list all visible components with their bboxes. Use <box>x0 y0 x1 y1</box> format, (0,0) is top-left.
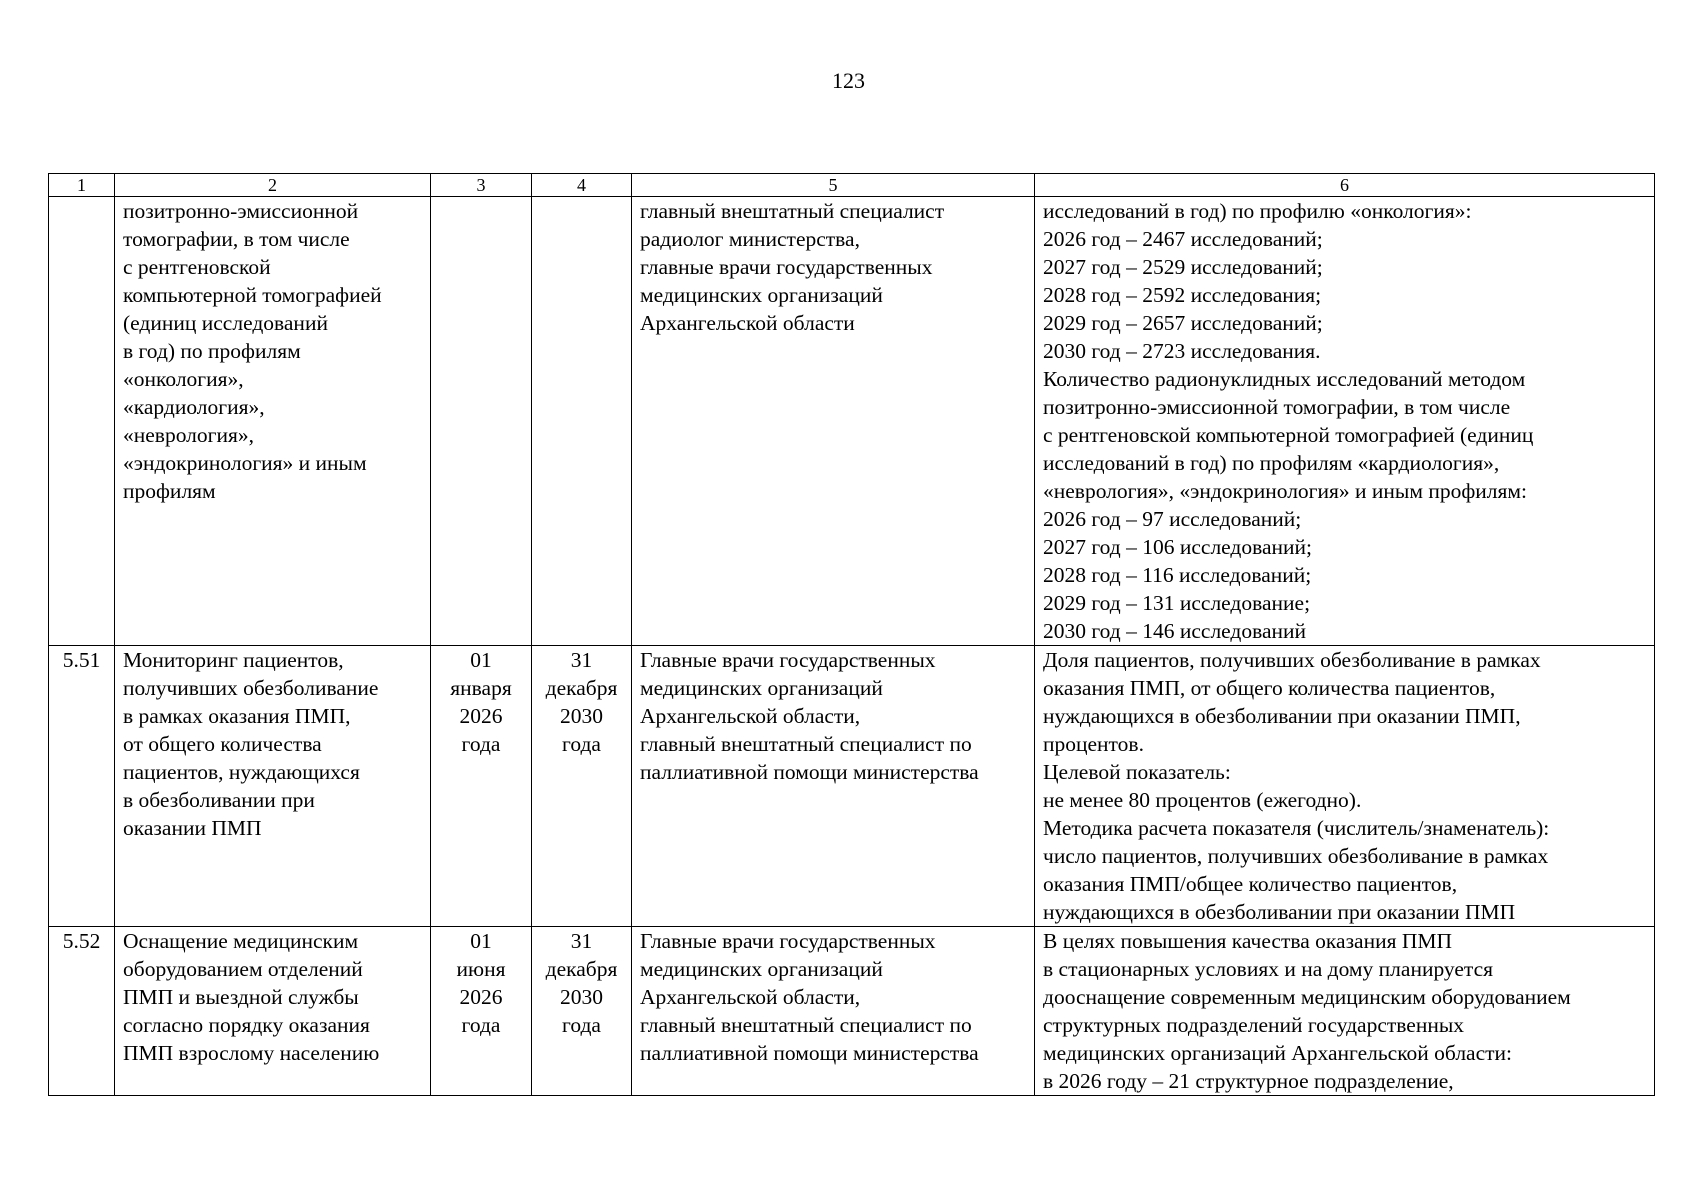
expected-result-line: число пациентов, получивших обезболивание в рамках <box>1043 844 1549 868</box>
page-number: 123 <box>832 68 865 93</box>
expected-result-line: оказания ПМП/общее количество пациентов, <box>1043 872 1458 896</box>
end-date-line: года <box>562 1013 601 1037</box>
expected-result-line: структурных подразделений государственных <box>1043 1013 1465 1037</box>
responsible-persons-line: медицинских организаций <box>640 283 883 307</box>
expected-result-line: 2028 год – 116 исследований; <box>1043 563 1312 587</box>
start-date-line: 2026 <box>459 704 503 728</box>
measure-name-line: ПМП и выездной службы <box>123 985 359 1009</box>
responsible-persons-line: радиолог министерства, <box>640 227 860 251</box>
expected-result-cell <box>1035 927 1655 1096</box>
measure-name-line: получивших обезболивание <box>123 676 379 700</box>
end-date-line: 31 <box>570 648 593 672</box>
start-date-line: 2026 <box>459 985 503 1009</box>
measure-name-line: от общего количества <box>123 732 322 756</box>
expected-result-line: 2030 год – 146 исследований <box>1043 619 1307 643</box>
measure-name-line: профилям <box>123 479 216 503</box>
start-date-line: года <box>461 732 501 756</box>
start-date-line: января <box>450 676 512 700</box>
measure-name-line: «неврология», <box>123 423 254 447</box>
measure-name-line: «онкология», <box>123 367 244 391</box>
measure-name-line: Оснащение медицинским <box>123 929 359 953</box>
responsible-persons-line: паллиативной помощи министерства <box>640 1041 979 1065</box>
expected-result-line: нуждающихся в обезболивании при оказании ПМП <box>1043 900 1516 924</box>
measure-name-line: пациентов, нуждающихся <box>123 760 360 784</box>
responsible-persons-line: Главные врачи государственных <box>640 648 936 672</box>
end-date-line: 2030 <box>560 985 603 1009</box>
expected-result-line: позитронно-эмиссионной томографии, в том числе <box>1043 395 1511 419</box>
end-date-line: декабря <box>545 676 618 700</box>
end-date-line: 31 <box>570 929 593 953</box>
column-number-6: 6 <box>1035 174 1655 197</box>
expected-result-line: В целях повышения качества оказания ПМП <box>1043 929 1453 953</box>
expected-result-line: 2026 год – 97 исследований; <box>1043 507 1302 531</box>
measure-name-line: ПМП взрослому населению <box>123 1041 380 1065</box>
row-number-cell <box>49 197 115 646</box>
column-number-1: 1 <box>49 174 115 197</box>
expected-result-line: Методика расчета показателя (числитель/знаменатель): <box>1043 816 1550 840</box>
expected-result-line: в стационарных условиях и на дому планируется <box>1043 957 1494 981</box>
responsible-persons-line: медицинских организаций <box>640 957 883 981</box>
column-number-3: 3 <box>431 174 532 197</box>
expected-result-line: «неврология», «эндокринология» и иным профилям: <box>1043 479 1527 503</box>
expected-result-line: Количество радионуклидных исследований методом <box>1043 367 1526 391</box>
start-date-cell <box>431 197 532 646</box>
expected-result-line: 2029 год – 131 исследование; <box>1043 591 1311 615</box>
responsible-persons-cell <box>632 197 1035 646</box>
responsible-persons-line: главный внештатный специалист <box>640 199 945 223</box>
start-date-line: 01 <box>470 648 492 672</box>
column-number-4: 4 <box>532 174 632 197</box>
expected-result-line: в 2026 году – 21 структурное подразделение, <box>1043 1069 1454 1093</box>
responsible-persons-line: паллиативной помощи министерства <box>640 760 979 784</box>
measure-name-line: позитронно-эмиссионной <box>123 199 359 223</box>
expected-result-line: нуждающихся в обезболивании при оказании ПМП, <box>1043 704 1521 728</box>
expected-result-line: Доля пациентов, получивших обезболивание в рамках <box>1043 648 1541 672</box>
expected-result-line: 2027 год – 106 исследований; <box>1043 535 1313 559</box>
responsible-persons-line: Архангельской области, <box>640 704 861 728</box>
expected-result-cell <box>1035 646 1655 927</box>
column-number-5: 5 <box>632 174 1035 197</box>
table-row <box>49 927 1655 1096</box>
end-date-line: 2030 <box>560 704 603 728</box>
responsible-persons-cell <box>632 646 1035 927</box>
expected-result-line: 2027 год – 2529 исследований; <box>1043 255 1323 279</box>
column-number-row <box>49 174 1655 197</box>
measure-name-cell <box>115 927 431 1096</box>
expected-result-line: медицинских организаций Архангельской области: <box>1043 1041 1513 1065</box>
row-number-cell: 5.52 <box>49 927 115 1096</box>
expected-result-line: исследований в год) по профилям «кардиология», <box>1043 451 1500 475</box>
measure-name-line: оборудованием отделений <box>123 957 363 981</box>
responsible-persons-line: главные врачи государственных <box>640 255 933 279</box>
measure-name-line: в обезболивании при <box>123 788 315 812</box>
responsible-persons-line: медицинских организаций <box>640 676 883 700</box>
start-date-cell <box>431 927 532 1096</box>
end-date-cell <box>532 646 632 927</box>
table-row <box>49 646 1655 927</box>
measure-name-line: в год) по профилям <box>123 339 301 363</box>
expected-result-line: с рентгеновской компьютерной томографией (единиц <box>1043 423 1534 447</box>
end-date-cell <box>532 197 632 646</box>
expected-result-line: Целевой показатель: <box>1043 760 1231 784</box>
measure-name-line: с рентгеновской <box>123 255 271 279</box>
responsible-persons-line: главный внештатный специалист по <box>640 1013 972 1037</box>
row-number-cell: 5.51 <box>49 646 115 927</box>
measure-name-line: «кардиология», <box>123 395 265 419</box>
measure-name-line: Мониторинг пациентов, <box>123 648 344 672</box>
expected-result-line: 2026 год – 2467 исследований; <box>1043 227 1323 251</box>
expected-result-line: оказания ПМП, от общего количества пациентов, <box>1043 676 1496 700</box>
measure-name-cell <box>115 646 431 927</box>
start-date-line: 01 <box>470 929 492 953</box>
column-number-2: 2 <box>115 174 431 197</box>
end-date-cell <box>532 927 632 1096</box>
expected-result-line: не менее 80 процентов (ежегодно). <box>1043 788 1362 812</box>
measure-name-line: согласно порядку оказания <box>123 1013 370 1037</box>
measure-name-line: компьютерной томографией <box>123 283 382 307</box>
measure-name-line: в рамках оказания ПМП, <box>123 704 351 728</box>
responsible-persons-line: главный внештатный специалист по <box>640 732 972 756</box>
responsible-persons-line: Архангельской области <box>640 311 855 335</box>
expected-result-line: исследований в год) по профилю «онкология»: <box>1043 199 1472 223</box>
measure-name-line: (единиц исследований <box>123 311 328 335</box>
responsible-persons-line: Архангельской области, <box>640 985 861 1009</box>
end-date-line: декабря <box>545 957 618 981</box>
expected-result-line: 2030 год – 2723 исследования. <box>1043 339 1321 363</box>
responsible-persons-cell <box>632 927 1035 1096</box>
expected-result-line: процентов. <box>1043 732 1144 756</box>
end-date-line: года <box>562 732 601 756</box>
measure-name-line: «эндокринология» и иным <box>123 451 367 475</box>
expected-result-line: дооснащение современным медицинским оборудованием <box>1043 985 1571 1009</box>
start-date-line: июня <box>456 957 506 981</box>
measure-name-cell <box>115 197 431 646</box>
measure-name-line: оказании ПМП <box>123 816 262 840</box>
table-row <box>49 197 1655 646</box>
measure-name-line: томографии, в том числе <box>123 227 350 251</box>
start-date-line: года <box>461 1013 501 1037</box>
expected-result-line: 2028 год – 2592 исследования; <box>1043 283 1322 307</box>
expected-result-cell <box>1035 197 1655 646</box>
expected-result-line: 2029 год – 2657 исследований; <box>1043 311 1323 335</box>
responsible-persons-line: Главные врачи государственных <box>640 929 936 953</box>
start-date-cell <box>431 646 532 927</box>
measures-table <box>48 173 1655 1096</box>
